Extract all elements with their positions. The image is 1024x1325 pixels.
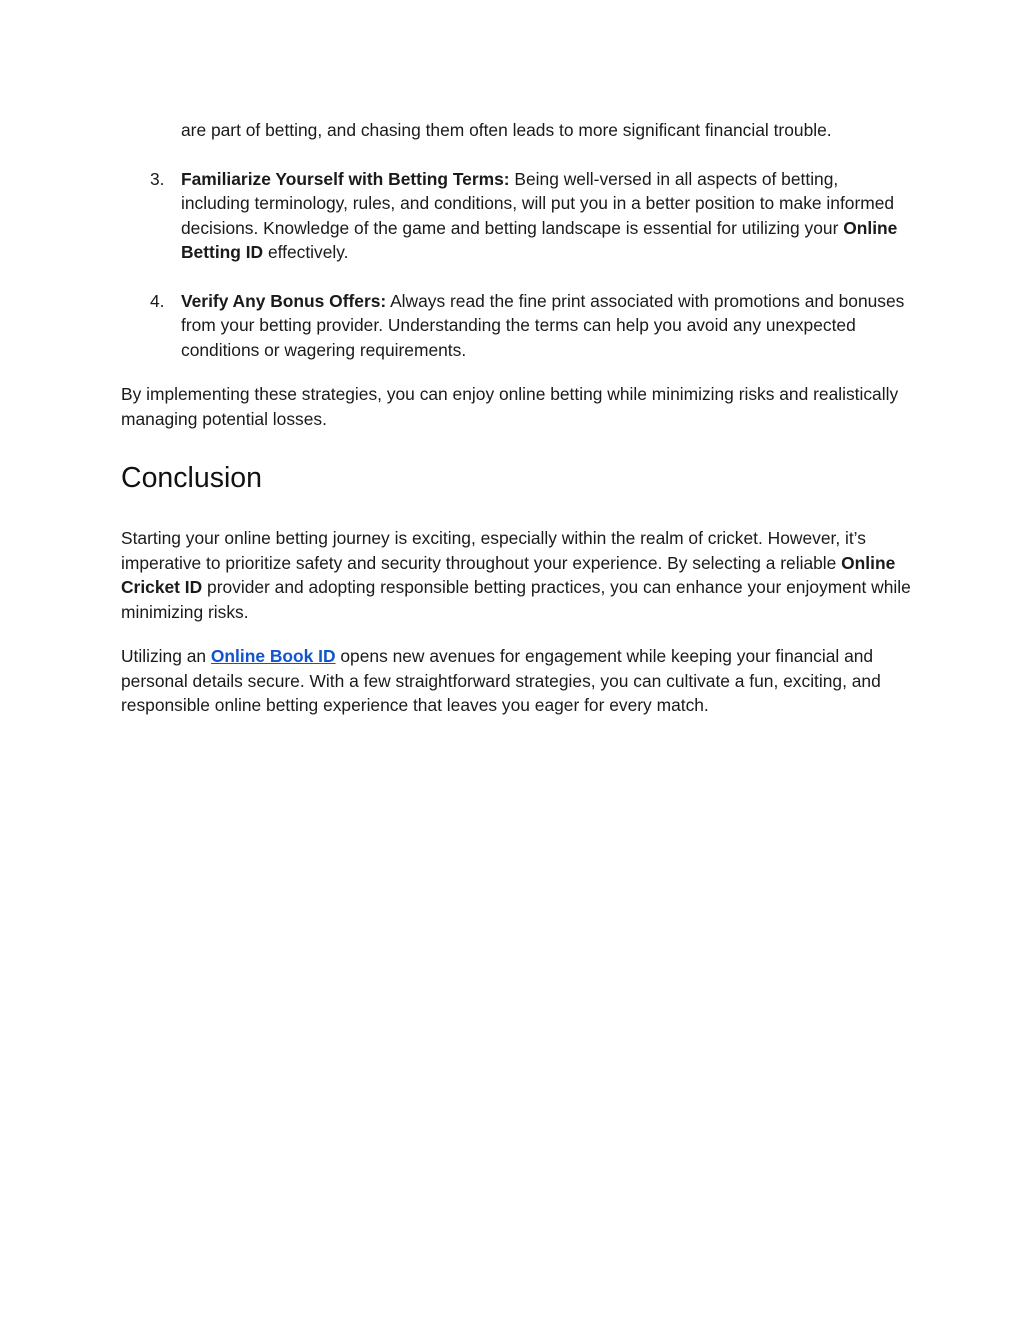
list-item-bonus-offers xyxy=(121,289,911,363)
bold-phrase: Online Cricket ID xyxy=(121,552,896,597)
list-item-text: Familiarize Yourself with Betting Terms: Being well-versed in all aspects of betting, including terminology, rules, and conditions, will put you in a better position to make informed decisions. Knowledge of the game and betting landscape is essential for utilizing your Online Betting ID effectively. xyxy=(181,168,898,262)
list-number: 4. xyxy=(150,290,165,311)
list-item-betting-terms xyxy=(121,167,911,265)
online-book-id-link[interactable]: Online Book ID xyxy=(210,646,336,666)
list-item-title: Familiarize Yourself with Betting Terms: xyxy=(181,168,510,189)
list-item-text: Verify Any Bonus Offers: Always read the fine print associated with promotions and bonuses from your betting provider. Understanding the terms can help you avoid any unexpected conditions or wagering requirements. xyxy=(181,290,905,360)
list-number: 3. xyxy=(150,168,165,189)
document-content xyxy=(121,118,911,738)
summary-paragraph: By implementing these strategies, you can enjoy online betting while minimizing risks and realistically managing potential losses. xyxy=(121,384,899,429)
list-item-title: Verify Any Bonus Offers: xyxy=(181,290,387,311)
conclusion-paragraph-2: Utilizing an Online Book ID opens new avenues for engagement while keeping your financial and personal details secure. With a few straightforward strategies, you can cultivate a fun, exciting, and responsible online betting experience that leaves you eager for every match. xyxy=(121,646,881,715)
bold-phrase: Online Betting ID xyxy=(181,217,898,262)
continued-list-text: are part of betting, and chasing them often leads to more significant financial trouble. xyxy=(181,120,832,140)
section-heading: Conclusion xyxy=(121,462,262,494)
conclusion-paragraph-1: Starting your online betting journey is exciting, especially within the realm of cricket. However, it’s imperative to prioritize safety and security throughout your experience. By selecting a reliable Online Cricket ID provider and adopting responsible betting practices, you can enhance your enjoyment while minimizing risks. xyxy=(121,528,911,622)
